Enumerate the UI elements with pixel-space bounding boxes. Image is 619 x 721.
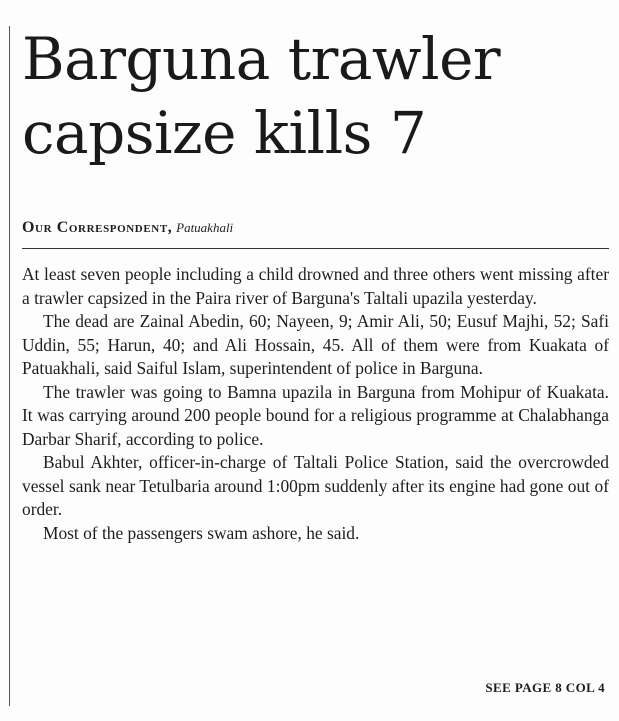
paragraph-2: The dead are Zainal Abedin, 60; Nayeen, 9; Amir Ali, 50; Eusuf Majhi, 52; Safi Uddin, 55; Harun, 40; and Ali Hossain, 45. All of them were from Kuakata of Patuakhali, said Saiful Islam, superintendent of police in Barguna.: [22, 311, 609, 378]
byline: [22, 218, 233, 238]
byline-place: Patuakhali: [176, 220, 234, 235]
paragraph-1: At least seven people including a child drowned and three others went missing after a trawler capsized in the Paira river of Barguna's Taltali upazila yesterday.: [22, 264, 609, 308]
article-body: [22, 263, 609, 545]
paragraph-4: Babul Akhter, officer-in-charge of Taltali Police Station, said the overcrowded vessel sank near Tetulbaria around 1:00pm suddenly after its engine had gone out of order.: [22, 452, 609, 519]
headline: [22, 22, 612, 170]
paragraph-5: Most of the passengers swam ashore, he said.: [43, 522, 360, 543]
column-rule: [9, 26, 10, 706]
paragraph-3: The trawler was going to Bamna upazila in Barguna from Mohipur of Kuakata. It was carrying around 200 people bound for a religious programme at Chalabhanga Darbar Sharif, according to police.: [22, 381, 609, 449]
headline-line-2: capsize kills 7: [22, 99, 427, 167]
byline-divider: [22, 248, 609, 249]
headline-line-1: Barguna trawler: [22, 25, 501, 93]
byline-name: Our Correspondent,: [22, 219, 173, 236]
continuation-note: SEE PAGE 8 COL 4: [485, 680, 605, 695]
